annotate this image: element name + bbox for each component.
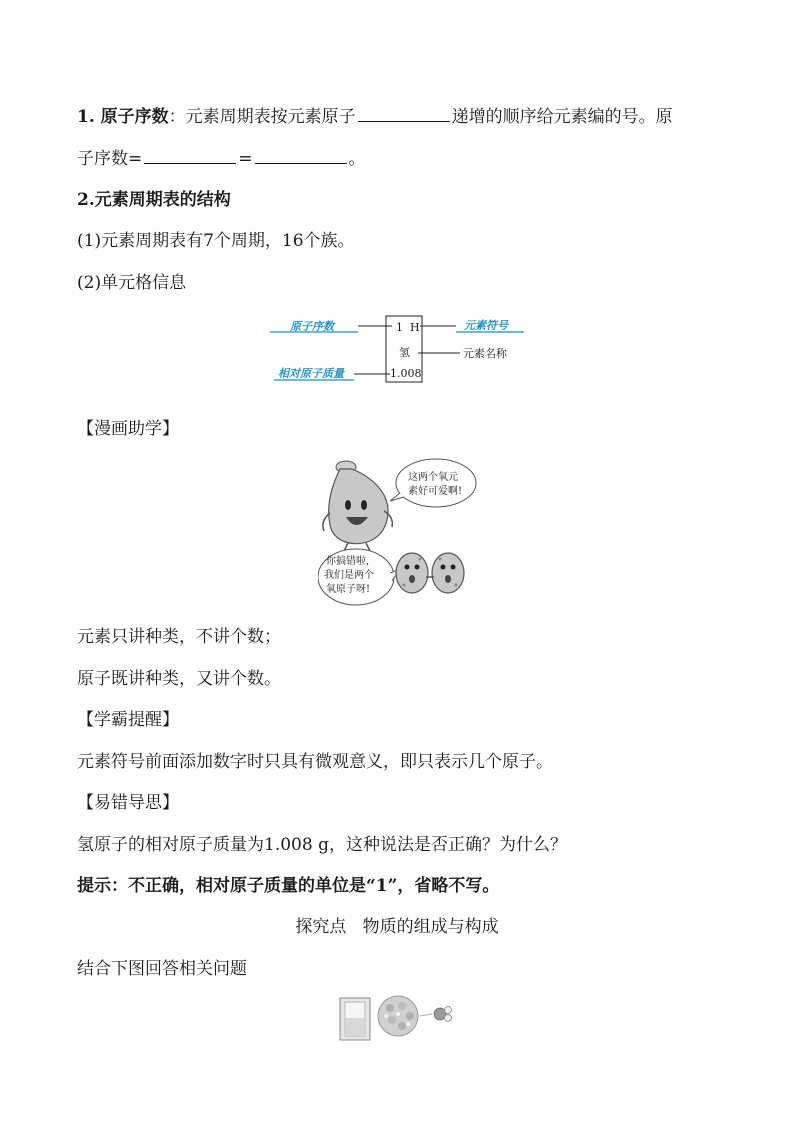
- bubble-bottom-line-2: 我们是两个: [324, 570, 374, 581]
- question-1-label: 1. 原子序数: [77, 107, 169, 127]
- mistake-answer: 提示：不正确，相对原子质量的单位是“1”，省略不写。: [77, 876, 500, 896]
- answer-blank-1[interactable]: [358, 103, 450, 122]
- question-1-line-2: [77, 145, 366, 172]
- molecule-cluster-icon: [378, 996, 418, 1036]
- water-molecule-icon: [420, 1007, 452, 1022]
- matter-composition-illustration: [336, 994, 466, 1044]
- explore-instruction: 结合下图回答相关问题: [77, 959, 247, 979]
- speech-bubble-top: [390, 459, 476, 507]
- section-2-title: 2.元素周期表的结构: [77, 190, 231, 210]
- relative-mass-label: 相对原子质量: [278, 367, 344, 380]
- symbol-label: 元素符号: [464, 319, 508, 332]
- atomic-number-label: 原子序数: [290, 320, 334, 333]
- name-label: 元素名称: [463, 347, 507, 360]
- bubble-bottom-line-3: 氧原子呀!: [326, 584, 371, 595]
- question-1-text-c: 子序数=: [77, 149, 143, 169]
- bubble-bottom-line-1: 你搞错啦,: [326, 556, 370, 567]
- beaker-icon: [340, 998, 370, 1040]
- question-1-text-a: ：元素周期表按元素原子: [168, 107, 356, 127]
- tip-heading: 【学霸提醒】: [77, 710, 179, 730]
- speech-bubble-bottom: [318, 549, 400, 605]
- answer-blank-2[interactable]: [144, 145, 236, 164]
- question-1-line-1: [77, 103, 673, 130]
- element-cell-diagram: [260, 310, 540, 390]
- mistake-question: 氢原子的相对原子质量为1.008 g，这种说法是否正确？为什么？: [77, 835, 567, 855]
- comic-heading: 【漫画助学】: [77, 419, 179, 439]
- comic-note-1: 元素只讲种类，不讲个数；: [77, 627, 281, 647]
- comic-illustration: [318, 455, 478, 610]
- comic-note-2: 原子既讲种类，又讲个数。: [77, 669, 281, 689]
- statement-1: (1)元素周期表有7个周期，16个族。: [77, 231, 355, 251]
- question-1-end: 。: [348, 149, 366, 169]
- bubble-top-line-1: 这两个氧元: [408, 472, 458, 483]
- cell-relative-mass: 1.008: [390, 367, 422, 380]
- tip-text: 元素符号前面添加数字时只具有微观意义，即只表示几个原子。: [77, 752, 553, 772]
- mistake-heading: 【易错导思】: [77, 793, 179, 813]
- cell-element-name: 氢: [399, 346, 410, 359]
- equals-sign: =: [238, 149, 253, 169]
- explore-title: 探究点 物质的组成与构成: [295, 917, 499, 937]
- atom-character-right: [426, 553, 464, 593]
- bubble-top-line-2: 素好可爱啊!: [408, 486, 463, 497]
- answer-blank-3[interactable]: [255, 145, 347, 164]
- atom-character-left: [396, 553, 428, 593]
- cell-number-symbol: 1 H: [396, 321, 420, 334]
- question-1-text-b: 递增的顺序给元素编的号。原: [451, 107, 673, 127]
- statement-2: (2)单元格信息: [77, 273, 187, 293]
- element-character: [323, 461, 392, 551]
